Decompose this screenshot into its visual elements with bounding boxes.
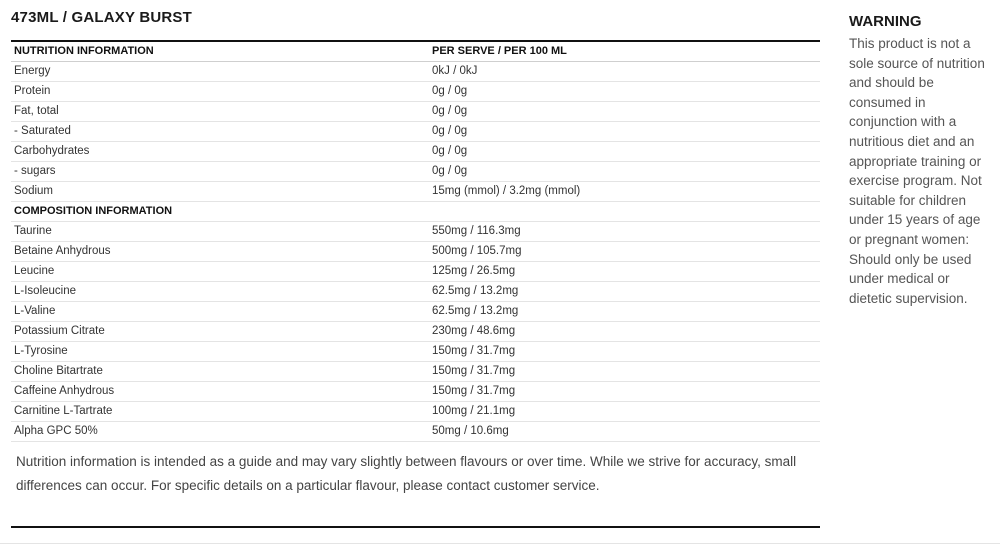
nutrient-name: Caffeine Anhydrous [14,385,115,397]
nutrient-value: 0kJ / 0kJ [432,65,478,77]
composition-header [11,202,820,222]
nutrient-value: 0g / 0g [432,165,468,177]
nutrient-value: 100mg / 21.1mg [432,405,516,417]
nutrient-name: Fat, total [14,105,59,117]
nutrient-name: L-Tyrosine [14,345,68,357]
table-row [11,102,820,122]
nutrient-name: Sodium [14,185,53,197]
table-row [11,182,820,202]
table-row [11,422,820,442]
nutrient-value: 15mg (mmol) / 3.2mg (mmol) [432,185,581,197]
warning-text: This product is not a sole source of nutrition and should be consumed in conjunction with a nutritious diet and an appropriate training or exercise program. Not suitable for children under 15 years of age or pregnant women: Should only be used under medical or dietetic supervision. [849,36,985,306]
table-row [11,302,820,322]
page-divider [0,543,1000,544]
table-row [11,402,820,422]
nutrient-value: 62.5mg / 13.2mg [432,285,519,297]
composition-title: COMPOSITION INFORMATION [14,205,173,217]
nutrient-value: 150mg / 31.7mg [432,365,516,377]
nutrient-value: 0g / 0g [432,145,468,157]
table-row [11,162,820,182]
nutrient-value: 500mg / 105.7mg [432,245,522,257]
composition-rows [11,222,820,442]
nutrient-name: - sugars [14,165,56,177]
table-row [11,142,820,162]
product-title: 473ML / GALAXY BURST [11,9,192,26]
table-row [11,62,820,82]
table-row [11,362,820,382]
table-row [11,82,820,102]
nutrient-value: 0g / 0g [432,125,468,137]
nutrient-value: 50mg / 10.6mg [432,425,509,437]
disclaimer-note: Nutrition information is intended as a guide and may vary slightly between flavours or over time. While we strive for accuracy, small differences can occur. For specific details on a particular flavour, please contact customer service. [16,454,797,493]
nutrient-value: 125mg / 26.5mg [432,265,516,277]
nutrient-name: Alpha GPC 50% [14,425,98,437]
warning-panel [849,13,994,308]
nutrient-name: Betaine Anhydrous [14,245,111,257]
table-row [11,262,820,282]
nutrient-name: Taurine [14,225,52,237]
table-row [11,122,820,142]
nutrient-name: Choline Bitartrate [14,365,103,377]
nutrient-value: 550mg / 116.3mg [432,225,521,237]
nutrient-name: - Saturated [14,125,71,137]
nutrient-name: Protein [14,85,51,97]
table-row [11,222,820,242]
header-per-serve: PER SERVE / PER 100 ML [432,45,567,57]
nutrient-name: Carnitine L-Tartrate [14,405,113,417]
nutrition-table [11,40,820,442]
table-row [11,282,820,302]
divider [11,526,820,528]
table-row [11,342,820,362]
nutrient-value: 230mg / 48.6mg [432,325,516,337]
table-row [11,322,820,342]
nutrient-name: Potassium Citrate [14,325,105,337]
nutrient-name: L-Valine [14,305,56,317]
table-row [11,382,820,402]
nutrient-value: 150mg / 31.7mg [432,345,516,357]
warning-title: WARNING [849,13,922,30]
nutrient-value: 0g / 0g [432,85,468,97]
header-nutrition: NUTRITION INFORMATION [14,45,154,57]
nutrient-name: Leucine [14,265,55,277]
nutrient-value: 0g / 0g [432,105,468,117]
nutrient-name: Energy [14,65,51,77]
nutrient-name: L-Isoleucine [14,285,77,297]
nutrient-name: Carbohydrates [14,145,90,157]
table-header [11,42,820,62]
table-row [11,242,820,262]
nutrient-value: 150mg / 31.7mg [432,385,516,397]
nutrition-rows [11,62,820,202]
nutrient-value: 62.5mg / 13.2mg [432,305,519,317]
